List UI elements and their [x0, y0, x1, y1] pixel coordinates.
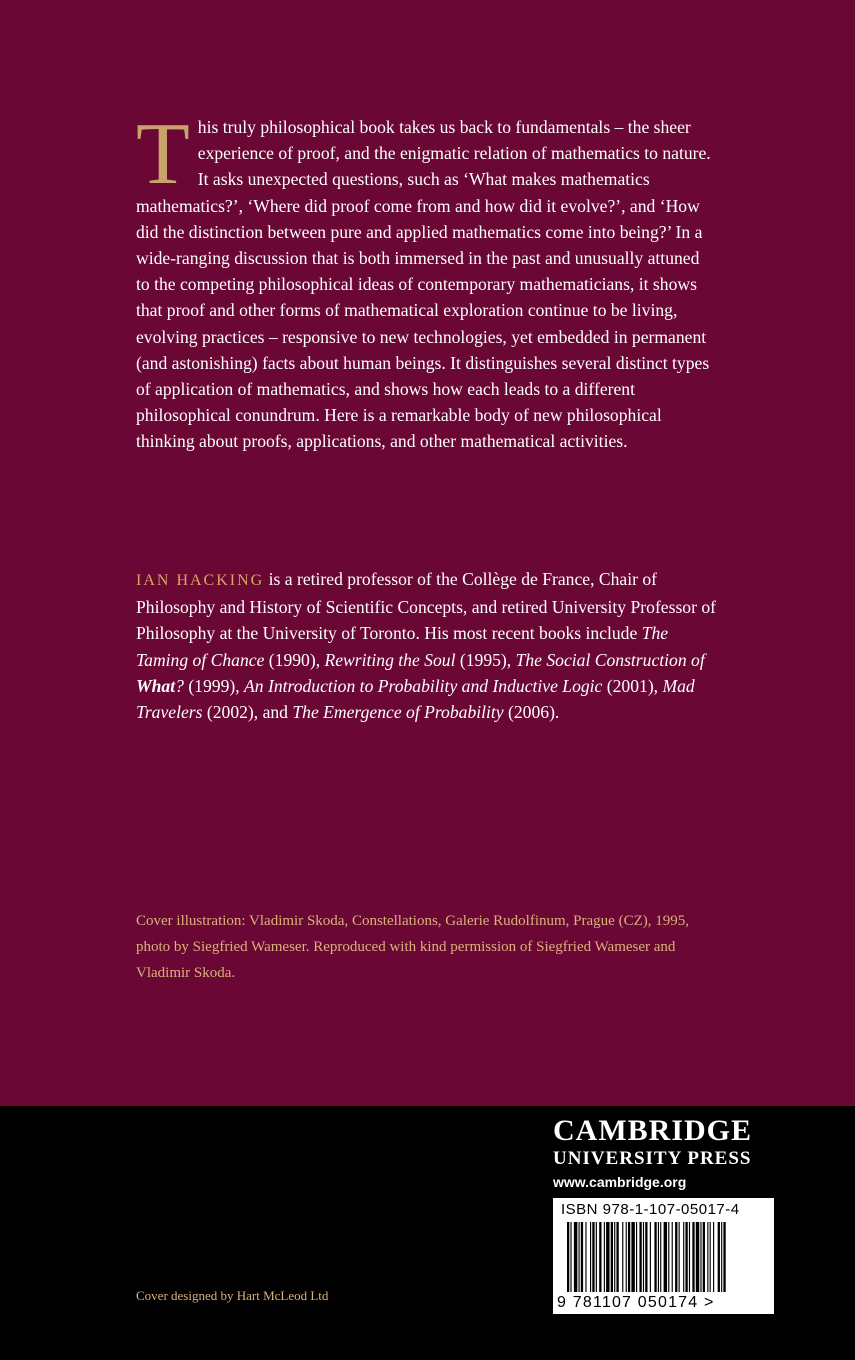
book-title-6: The Emergence of Probability	[292, 702, 504, 723]
barcode-bar	[721, 1222, 722, 1292]
author-bio	[136, 566, 716, 725]
barcode-bar	[604, 1222, 605, 1292]
barcode-bar	[574, 1222, 577, 1292]
barcode-bar	[660, 1222, 661, 1292]
book-year-3: (1999),	[183, 675, 245, 696]
barcode-bar	[570, 1222, 571, 1292]
drop-cap: T	[136, 106, 190, 203]
barcode-bar	[650, 1222, 651, 1292]
book-year-5: (2002), and	[202, 702, 293, 723]
barcode-bar	[692, 1222, 694, 1292]
barcode-bar	[679, 1222, 680, 1292]
barcode-bar	[585, 1222, 586, 1292]
book-year-2: (1995),	[455, 649, 516, 670]
footer-band	[0, 1106, 855, 1360]
barcode-bar	[685, 1222, 687, 1292]
barcode-bar	[710, 1222, 711, 1292]
description-text: his truly philosophical book takes us back to fundamentals – the sheer experience of proof, and the enigmatic relation of mathematics to nature. It asks unexpected questions, such as ‘What makes mathematics mathematics?’, ‘Where did proof come from and how did it evolve?’, and ‘How did the distinction between pure and applied mathematics come into being?’ In a wide-ranging discussion that is both immersed in the past and unusually attuned to the competing philosophical ideas of contemporary mathematicians, it shows that proof and other forms of mathematical exploration continue to be living, evolving practices – responsive to new technologies, yet embedded in permanent (and astonishing) facts about human beings. It distinguishes several distinct types of application of mathematics, and shows how each leads to a different philosophical conundrum. Here is a remarkable body of new philosophical thinking about proofs, applications, and other mathematical activities.	[136, 117, 711, 452]
book-title-5: Mad Travelers	[136, 675, 695, 723]
book-title-1: The Taming of Chance	[136, 623, 669, 670]
barcode-bar	[713, 1222, 714, 1292]
barcode-bar	[689, 1222, 690, 1292]
book-title-3a: The Social Construction of	[515, 649, 705, 670]
barcode-bar	[675, 1222, 677, 1292]
barcode-bar	[683, 1222, 684, 1292]
publisher-logo	[553, 1114, 775, 1190]
barcode-bar	[628, 1222, 630, 1292]
barcode-bar	[700, 1222, 701, 1292]
barcode-bar	[645, 1222, 647, 1292]
barcode-bar	[616, 1222, 618, 1292]
book-year-1: (1990),	[264, 649, 325, 670]
barcode-bar	[590, 1222, 591, 1292]
barcode-bar	[643, 1222, 644, 1292]
book-title-4: An Introduction to Probability and Inductive Logic	[244, 675, 603, 696]
barcode-bar	[579, 1222, 580, 1292]
barcode-bar	[707, 1222, 708, 1292]
barcode-bar	[599, 1222, 601, 1292]
book-title-2: Rewriting the Soul	[324, 649, 456, 670]
barcode-bar	[703, 1222, 705, 1292]
barcode-bar	[611, 1222, 613, 1292]
publisher-subtitle: UNIVERSITY PRESS	[553, 1148, 752, 1169]
barcode-bar	[639, 1222, 641, 1292]
barcode-bar	[592, 1222, 594, 1292]
barcode-bar	[636, 1222, 637, 1292]
barcode-bar	[567, 1222, 569, 1292]
publisher-url: www.cambridge.org	[553, 1174, 687, 1190]
book-title-3b: What	[136, 675, 176, 696]
isbn-number: ISBN 978-1-107-05017-4	[561, 1201, 740, 1218]
barcode-bar	[696, 1222, 699, 1292]
barcode-digits: 9 781107 050174 >	[557, 1294, 715, 1311]
barcode-bar	[631, 1222, 634, 1292]
barcode-bar	[672, 1222, 673, 1292]
barcode-bar	[622, 1222, 623, 1292]
book-title-3c: ?	[175, 675, 184, 696]
barcode-bar	[581, 1222, 583, 1292]
barcode-bars	[559, 1222, 768, 1294]
barcode-bar	[658, 1222, 659, 1292]
barcode-bar	[723, 1222, 725, 1292]
barcode-bar	[718, 1222, 720, 1292]
author-name: IAN HACKING	[136, 572, 265, 589]
book-year-6: (2006).	[503, 702, 560, 723]
barcode-bar	[596, 1222, 597, 1292]
cover-illustration-credit: Cover illustration: Vladimir Skoda, Constellations, Galerie Rudolfinum, Prague (CZ), 1995, photo by Siegfried Wameser. Reproduced with kind permission of Siegfried Wameser and Vladimir Skoda.	[136, 913, 689, 982]
barcode-bar	[626, 1222, 627, 1292]
barcode-bar	[654, 1222, 656, 1292]
barcode-bar	[614, 1222, 615, 1292]
barcode-bar	[664, 1222, 667, 1292]
barcode-bar	[606, 1222, 609, 1292]
designer-credit: Cover designed by Hart McLeod Ltd	[136, 1288, 329, 1303]
publisher-name: CAMBRIDGE	[553, 1114, 753, 1147]
book-year-4: (2001),	[602, 675, 663, 696]
bio-intro: is a retired professor of the Collège de France, Chair of Philosophy and History of Scientific Concepts, and retired University Professor of Philosophy at the University of Toronto. His most recent books include	[136, 569, 717, 644]
isbn-barcode	[553, 1198, 774, 1314]
book-description	[136, 106, 716, 455]
barcode-bar	[668, 1222, 669, 1292]
